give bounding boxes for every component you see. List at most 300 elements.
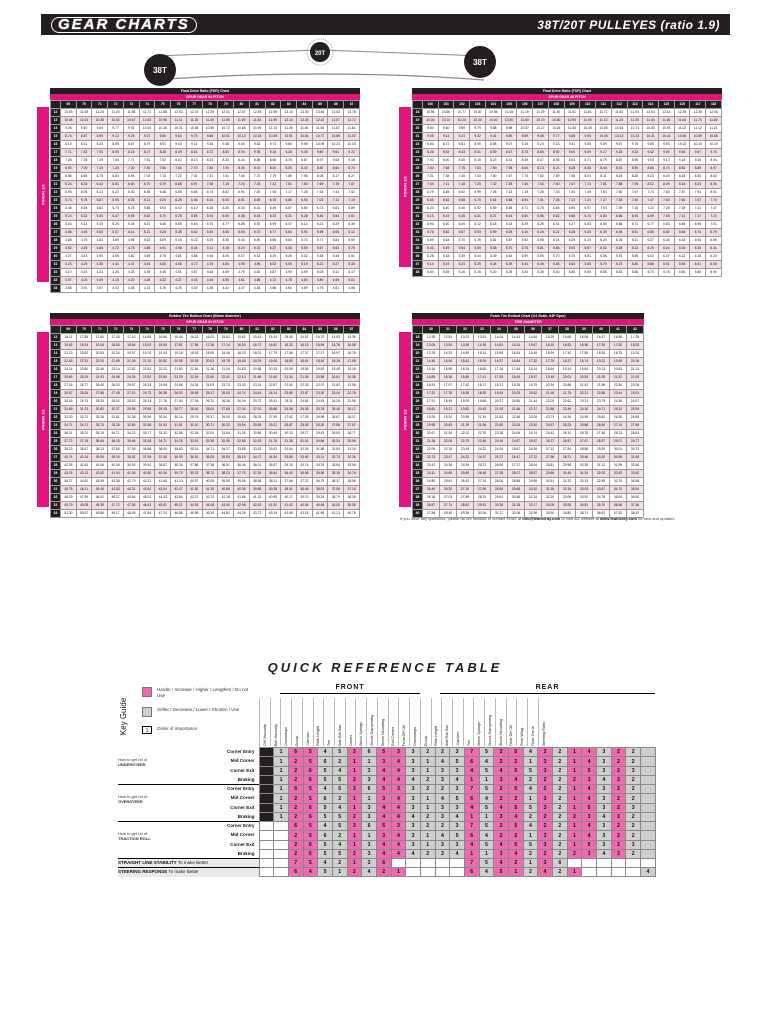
contact-website-link[interactable]: www.teamxray.com <box>600 516 637 521</box>
table-cell: 35.98 <box>297 470 313 478</box>
table-cell: 7.60 <box>423 165 439 173</box>
table-cell: 9.64 <box>92 125 108 133</box>
qrt-row <box>118 785 656 794</box>
column-header: 101 <box>438 101 454 109</box>
qrt-group-label <box>118 757 147 767</box>
table-cell: 10.89 <box>328 133 344 141</box>
table-cell: 19.06 <box>92 342 108 350</box>
qrt-cell: 3 <box>406 804 421 813</box>
table-cell: 7.73 <box>706 197 722 205</box>
table-cell: 7.00 <box>76 165 92 173</box>
table-cell: 27.56 <box>423 510 440 518</box>
table-cell: 18.05 <box>155 342 171 350</box>
qrt-cell: 4 <box>435 794 450 804</box>
table-cell: 24.36 <box>559 414 576 422</box>
table-cell: 4.86 <box>61 229 77 237</box>
table-cell: 31.17 <box>491 510 508 518</box>
table-cell: 15.42 <box>457 358 474 366</box>
table-cell: 6.08 <box>611 245 627 253</box>
table-cell: 24.94 <box>491 446 508 454</box>
table-cell: 4.30 <box>186 285 202 293</box>
key-item-number <box>142 726 252 734</box>
table-cell: 9.25 <box>611 149 627 157</box>
qrt-cell: 2 <box>552 794 567 804</box>
table-cell: 32.99 <box>525 510 542 518</box>
table-cell: 7.53 <box>659 197 675 205</box>
qrt-cell: 5 <box>479 841 494 850</box>
qrt-cell: 4 <box>391 767 406 776</box>
table-cell: 6.83 <box>659 221 675 229</box>
row-header: 22 <box>413 366 423 374</box>
table-cell: 7.60 <box>485 173 501 181</box>
table-cell: 6.94 <box>517 197 533 205</box>
table-cell: 8.26 <box>423 149 439 157</box>
table-cell: 5.90 <box>706 269 722 277</box>
qrt-cell: 6 <box>303 804 318 813</box>
qrt-condition <box>118 850 259 859</box>
table-cell: 16.97 <box>328 350 344 358</box>
qrt-cell <box>596 868 611 877</box>
table-cell: 5.85 <box>690 269 706 277</box>
table-cell: 19.34 <box>76 342 92 350</box>
table-cell: 11.51 <box>564 109 580 117</box>
table-cell: 18.60 <box>423 406 440 414</box>
column-header: 39 <box>576 326 593 334</box>
row-header: 32 <box>51 494 61 502</box>
table-cell: 18.69 <box>202 350 218 358</box>
table-cell: 10.83 <box>643 125 659 133</box>
qrt-bottom-title: STRAIGHT LINE STABILITY <box>118 860 178 865</box>
qrt-cell: 5 <box>303 794 318 804</box>
table-cell: 18.35 <box>457 390 474 398</box>
table-cell: 49.08 <box>76 502 92 510</box>
table-cell: 7.11 <box>328 197 344 205</box>
qrt-cell: 3 <box>406 785 421 794</box>
qrt-cell: 2 <box>508 794 523 804</box>
qrt-cell: 4 <box>450 850 465 859</box>
table-cell: 5.77 <box>265 229 281 237</box>
qrt-condition-label: Corner Entry <box>226 823 255 829</box>
table-cell: 9.26 <box>690 157 706 165</box>
table-cell: 36.99 <box>171 454 187 462</box>
qrt-cell: 6 <box>288 868 303 877</box>
table-cell: 7.92 <box>155 157 171 165</box>
table-cell: 39.38 <box>265 486 281 494</box>
table-cell: 37.99 <box>139 454 155 462</box>
table-cell: 11.24 <box>92 109 108 117</box>
qrt-cell: 4 <box>596 776 611 785</box>
column-header: 72 <box>108 326 124 334</box>
table-cell: 10.20 <box>454 117 470 125</box>
table-cell: 16.53 <box>423 382 440 390</box>
table-cell: 5.02 <box>265 261 281 269</box>
table-cell: 6.19 <box>438 213 454 221</box>
fdr-chart-48-pitch <box>402 88 722 277</box>
table-cell: 7.75 <box>454 165 470 173</box>
qrt-cell: 5 <box>332 850 347 859</box>
table-cell: 6.97 <box>580 205 596 213</box>
table-cell: 31.24 <box>576 470 593 478</box>
table-cell: 6.28 <box>564 229 580 237</box>
table-cell: 7.53 <box>533 181 549 189</box>
table-cell: 25.32 <box>610 406 627 414</box>
table-cell: 28.04 <box>525 462 542 470</box>
table-cell: 21.83 <box>491 414 508 422</box>
table-cell: 27.24 <box>474 478 491 486</box>
table-cell: 18.27 <box>559 358 576 366</box>
table-cell: 21.57 <box>610 374 627 382</box>
table-cell: 7.89 <box>281 173 297 181</box>
table-cell: 33.38 <box>202 438 218 446</box>
row-header: 23 <box>413 149 423 157</box>
table-cell: 29.07 <box>610 438 627 446</box>
table-cell: 13.52 <box>440 342 457 350</box>
table-cell: 10.86 <box>234 125 250 133</box>
qrt-cell: 5 <box>508 785 523 794</box>
table-cell: 38.72 <box>202 470 218 478</box>
table-cell: 15.76 <box>328 342 344 350</box>
table-cell: 6.09 <box>564 237 580 245</box>
column-header: 33 <box>474 326 491 334</box>
table-cell: 22.69 <box>202 374 218 382</box>
table-cell: 27.15 <box>457 486 474 494</box>
table-cell: 24.74 <box>234 390 250 398</box>
table-cell: 37.15 <box>344 486 360 494</box>
table-cell: 14.81 <box>491 342 508 350</box>
table-cell: 22.09 <box>627 374 644 382</box>
qrt-cell: 3 <box>406 757 421 767</box>
table-cell: 17.93 <box>491 374 508 382</box>
table-cell: 17.78 <box>440 390 457 398</box>
qrt-cell: 6 <box>303 813 318 822</box>
qrt-cell: 4 <box>376 804 391 813</box>
table-row <box>413 269 722 277</box>
pulley-diagram <box>140 36 500 92</box>
table-cell: 5.86 <box>548 245 564 253</box>
table-cell: 4.69 <box>218 269 234 277</box>
table-cell: 4.29 <box>76 261 92 269</box>
table-cell: 24.53 <box>312 398 328 406</box>
table-cell: 5.24 <box>234 245 250 253</box>
table-cell: 9.32 <box>470 133 486 141</box>
qrt-condition-label: Mid Corner <box>230 794 255 800</box>
qrt-cell <box>259 841 274 850</box>
qrt-cell: 6 <box>318 757 333 767</box>
row-header: 23 <box>413 374 423 382</box>
table-cell: 6.79 <box>706 229 722 237</box>
table-cell: 6.79 <box>423 189 439 197</box>
table-cell: 7.06 <box>485 189 501 197</box>
table-row <box>51 125 360 133</box>
table-cell: 11.11 <box>171 117 187 125</box>
qrt-cell: 6 <box>552 859 567 868</box>
table-cell: 5.56 <box>265 237 281 245</box>
table-cell: 5.29 <box>202 237 218 245</box>
table-cell: 6.40 <box>438 205 454 213</box>
table-cell: 26.73 <box>139 390 155 398</box>
table-cell: 32.66 <box>627 462 644 470</box>
qrt-cell <box>259 776 274 785</box>
table-cell: 3.91 <box>76 285 92 293</box>
table-row <box>413 253 722 261</box>
row-header: 29 <box>413 197 423 205</box>
table-cell: 6.31 <box>470 213 486 221</box>
table-cell: 20.85 <box>508 398 525 406</box>
table-cell: 34.70 <box>610 486 627 494</box>
table-cell: 11.80 <box>706 117 722 125</box>
qrt-cell <box>450 868 465 877</box>
row-header: 32 <box>413 446 423 454</box>
table-cell: 14.87 <box>297 334 313 342</box>
qrt-cell: 3 <box>347 748 362 757</box>
qrt-cell: 4 <box>406 813 421 822</box>
table-cell: 4.23 <box>61 261 77 269</box>
table-cell: 7.40 <box>564 189 580 197</box>
table-cell: 5.65 <box>533 253 549 261</box>
qrt-cell <box>259 822 274 831</box>
table-cell: 6.21 <box>312 221 328 229</box>
qrt-cell: 2 <box>626 776 641 785</box>
qrt-cell: 2 <box>552 776 567 785</box>
table-cell: 21.86 <box>249 374 265 382</box>
qrt-group-note: How to get rid of <box>118 830 148 836</box>
table-cell: 4.08 <box>123 285 139 293</box>
table-cell: 24.11 <box>423 470 440 478</box>
table-cell: 11.25 <box>186 117 202 125</box>
table-cell: 37.52 <box>610 510 627 518</box>
table-cell: 19.43 <box>155 350 171 358</box>
qrt-cell: 2 <box>420 776 435 785</box>
row-header: 20 <box>413 350 423 358</box>
qrt-row <box>118 831 656 841</box>
table-cell: 6.94 <box>297 197 313 205</box>
table-cell: 7.87 <box>674 189 690 197</box>
contact-email-link[interactable]: info@teamxray.com <box>522 516 561 521</box>
table-row <box>413 109 722 117</box>
table-cell: 6.74 <box>690 229 706 237</box>
table-cell: 5.19 <box>438 261 454 269</box>
table-cell: 8.61 <box>186 149 202 157</box>
qrt-cell: 3 <box>347 822 362 831</box>
table-cell: 27.84 <box>559 446 576 454</box>
table-cell: 7.04 <box>423 181 439 189</box>
table-cell: 5.63 <box>328 245 344 253</box>
row-header: 22 <box>51 414 61 422</box>
column-header: 70 <box>76 101 92 109</box>
table-row <box>413 213 722 221</box>
table-cell: 9.34 <box>706 157 722 165</box>
table-cell: 28.71 <box>559 454 576 462</box>
table-cell: 4.87 <box>265 269 281 277</box>
table-cell: 4.75 <box>155 253 171 261</box>
qrt-cell: 1 <box>567 841 582 850</box>
table-cell: 21.34 <box>440 430 457 438</box>
qrt-cell: 6 <box>464 831 479 841</box>
qrt-row <box>118 767 656 776</box>
table-cell: 44.82 <box>218 510 234 518</box>
table-cell: 7.25 <box>297 189 313 197</box>
table-cell: 18.45 <box>508 374 525 382</box>
qrt-cell: 6 <box>288 748 303 757</box>
row-header: 19 <box>413 117 423 125</box>
table-cell: 11.55 <box>218 117 234 125</box>
table-cell: 22.46 <box>508 414 525 422</box>
table-cell: 6.46 <box>454 205 470 213</box>
table-cell: 5.55 <box>596 269 612 277</box>
row-header: 26 <box>51 446 61 454</box>
table-cell: 10.59 <box>690 133 706 141</box>
table-cell: 8.30 <box>281 165 297 173</box>
row-header: 20 <box>51 173 61 181</box>
table-cell: 8.72 <box>438 141 454 149</box>
table-cell: 15.59 <box>491 350 508 358</box>
qrt-cell: 2 <box>552 804 567 813</box>
table-cell: 4.72 <box>265 277 281 285</box>
table-cell: 9.63 <box>171 133 187 141</box>
table-cell: 9.98 <box>501 125 517 133</box>
qrt-cell: 4 <box>376 776 391 785</box>
table-cell: 5.77 <box>312 237 328 245</box>
column-header: 106 <box>517 101 533 109</box>
table-cell: 29.29 <box>593 446 610 454</box>
table-cell: 6.39 <box>139 189 155 197</box>
table-cell: 6.38 <box>297 213 313 221</box>
qrt-cell: 7 <box>464 859 479 868</box>
table-cell: 5.49 <box>438 245 454 253</box>
qrt-cell: 2 <box>288 850 303 859</box>
qrt-cell: 6 <box>362 748 377 757</box>
table-cell: 27.48 <box>108 390 124 398</box>
table-cell: 7.21 <box>580 197 596 205</box>
table-cell: 21.58 <box>344 382 360 390</box>
table-cell: 5.54 <box>454 245 470 253</box>
table-cell: 38.36 <box>171 462 187 470</box>
table-cell: 6.56 <box>61 173 77 181</box>
table-cell: 28.14 <box>139 398 155 406</box>
table-cell: 10.72 <box>218 125 234 133</box>
table-cell: 22.70 <box>474 430 491 438</box>
table-cell: 28.07 <box>508 470 525 478</box>
qrt-cell <box>274 868 289 877</box>
table-cell: 6.25 <box>454 213 470 221</box>
qrt-column-header: Rear Diff Oil <box>506 698 517 746</box>
table-cell: 40.05 <box>202 478 218 486</box>
qrt-row <box>118 794 656 804</box>
qrt-cell: 2 <box>611 785 626 794</box>
table-cell: 33.32 <box>155 430 171 438</box>
qrt-cell: 5 <box>479 785 494 794</box>
table-cell: 5.19 <box>265 253 281 261</box>
table-cell: 6.46 <box>312 213 328 221</box>
table-cell: 47.06 <box>123 502 139 510</box>
table-cell: 7.33 <box>249 181 265 189</box>
table-cell: 7.98 <box>297 173 313 181</box>
table-cell: 43.76 <box>61 470 77 478</box>
table-cell: 12.13 <box>281 117 297 125</box>
table-cell: 18.83 <box>281 358 297 366</box>
qrt-cell: 4 <box>362 868 377 877</box>
table-cell: 34.71 <box>108 430 124 438</box>
qrt-cell: 2 <box>611 822 626 831</box>
table-cell: 12.72 <box>344 117 360 125</box>
row-header: 20 <box>413 125 423 133</box>
table-cell: 5.50 <box>580 269 596 277</box>
table-cell: 7.08 <box>548 197 564 205</box>
table-cell: 25.73 <box>474 462 491 470</box>
table-cell: 7.17 <box>690 213 706 221</box>
qrt-cell: 1 <box>274 813 289 822</box>
table-cell: 7.00 <box>249 189 265 197</box>
table-cell: 34.21 <box>76 422 92 430</box>
table-cell: 5.10 <box>454 269 470 277</box>
table-cell: 5.94 <box>155 205 171 213</box>
table-cell: 8.30 <box>706 181 722 189</box>
table-cell: 8.82 <box>674 165 690 173</box>
qrt-cell: 3 <box>450 767 465 776</box>
table-cell: 39.59 <box>92 454 108 462</box>
table-cell: 8.15 <box>470 157 486 165</box>
qrt-cell: 1 <box>347 859 362 868</box>
table-cell: 8.40 <box>659 173 675 181</box>
qrt-cell <box>274 822 289 831</box>
table-cell: 11.13 <box>265 125 281 133</box>
table-cell: 36.84 <box>265 470 281 478</box>
row-header: 23 <box>51 422 61 430</box>
table-cell: 8.63 <box>564 157 580 165</box>
table-cell: 30.18 <box>61 398 77 406</box>
table-row <box>413 205 722 213</box>
table-cell: 19.14 <box>559 366 576 374</box>
table-cell: 22.73 <box>423 454 440 462</box>
table-cell: 29.66 <box>542 470 559 478</box>
table-row <box>413 133 722 141</box>
table-cell: 8.66 <box>643 165 659 173</box>
table-cell: 4.69 <box>139 253 155 261</box>
qrt-cell: 4 <box>391 850 406 859</box>
table-cell: 5.75 <box>564 253 580 261</box>
table-cell: 20.33 <box>265 366 281 374</box>
qrt-cell: 4 <box>523 822 538 831</box>
table-cell: 36.01 <box>249 462 265 470</box>
table-cell: 18.97 <box>525 374 542 382</box>
table-cell: 45.39 <box>202 510 218 518</box>
table-cell: 47.20 <box>155 510 171 518</box>
qrt-cell: 3 <box>391 748 406 757</box>
qrt-cell: 6 <box>303 767 318 776</box>
table-cell: 6.08 <box>234 213 250 221</box>
table-cell: 5.59 <box>423 237 439 245</box>
table-cell: 5.94 <box>423 221 439 229</box>
qrt-cell: 4 <box>376 767 391 776</box>
table-cell: 5.96 <box>61 189 77 197</box>
column-header: 78 <box>202 101 218 109</box>
table-cell: 13.63 <box>474 334 491 342</box>
table-cell: 9.50 <box>312 149 328 157</box>
column-header: 108 <box>548 101 564 109</box>
table-cell: 11.21 <box>706 125 722 133</box>
table-cell: 4.37 <box>171 277 187 285</box>
table-cell: 28.77 <box>344 430 360 438</box>
table-cell: 16.02 <box>202 334 218 342</box>
table-cell: 19.18 <box>171 350 187 358</box>
qrt-cell: 5 <box>376 748 391 757</box>
row-header: 19 <box>413 342 423 350</box>
table-cell: 6.07 <box>659 253 675 261</box>
table-cell: 8.28 <box>564 165 580 173</box>
table-cell: 7.09 <box>611 205 627 213</box>
table-cell: 30.31 <box>328 438 344 446</box>
table-cell: 6.90 <box>61 165 77 173</box>
